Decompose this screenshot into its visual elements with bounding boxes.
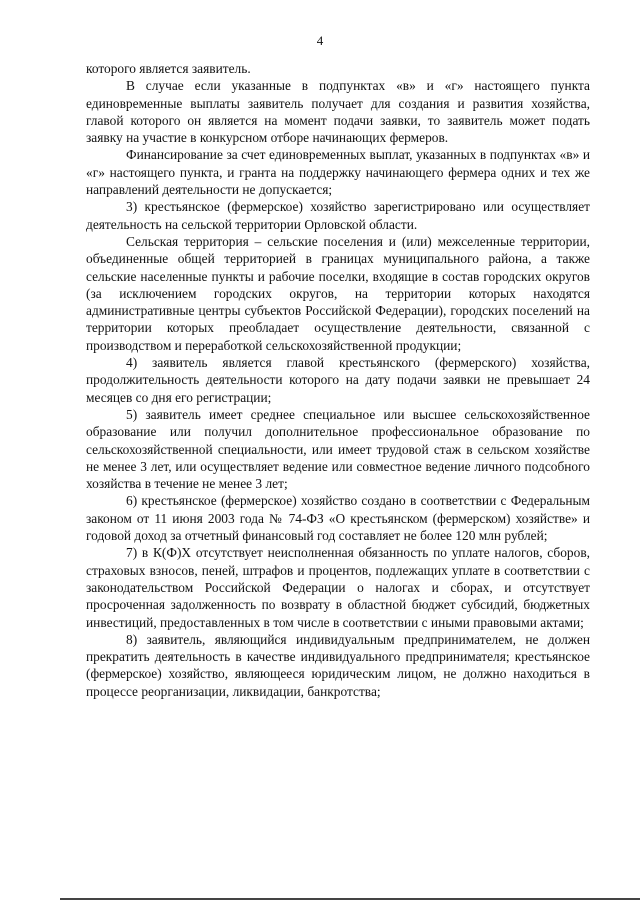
scan-bottom-edge xyxy=(60,898,640,900)
paragraph-item-4: 4) заявитель является главой крестьянского (фермерского) хозяйства, продолжительность деятельности которого на дату подачи заявки не превышает 24 месяцев со дня его регистрации; xyxy=(86,355,590,405)
paragraph-rural-territory: Сельская территория – сельские поселения и (или) межселенные территории, объединенные общей территорией в границах муниципального района, а также сельские населенные пункты и рабочие поселки, входящие в состав городских округов (за исключением городских округов, на территории которых находятся административные центры субъектов Российской Федерации), городских поселений на территории которых преобладает осуществление деятельности, связанной с производством и переработкой сельскохозяйственной продукции; xyxy=(86,233,590,353)
paragraph-financing: Финансирование за счет единовременных выплат, указанных в подпунктах «в» и «г» настоящего пункта, и гранта на поддержку начинающего фермера одних и тех же направлений деятельности не допускается; xyxy=(86,147,590,198)
paragraph-item-7: 7) в К(Ф)Х отсутствует неисполненная обязанность по уплате налогов, сборов, страховых взносов, пеней, штрафов и процентов, подлежащих уплате в соответствии с законодательством Российской Федерации о налогах и сборах, и отсутствует просроченная задолженность по возврату в областной бюджет субсидий, бюджетных инвестиций, предоставленных в том числе в соответствии с иными правовыми актами; xyxy=(86,545,590,630)
paragraph-item-6: 6) крестьянское (фермерское) хозяйство создано в соответствии с Федеральным законом от 11 июня 2003 года № 74-ФЗ «О крестьянском (фермерском) хозяйстве» и годовой доход за отчетный финансовый год составляет не более 120 млн рублей; xyxy=(86,493,590,544)
document-body xyxy=(86,60,590,700)
paragraph-item-8: 8) заявитель, являющийся индивидуальным предпринимателем, не должен прекратить деятельность в качестве индивидуального предпринимателя; крестьянское (фермерское) хозяйство, являющееся юридическим лицом, не должно находиться в процессе реорганизации, ликвидации, банкротства; xyxy=(86,631,590,699)
paragraph-one-time-payments: В случае если указанные в подпунктах «в» и «г» настоящего пункта единовременные выплаты заявитель получает для создания и развития хозяйства, главой которого он является на момент подачи заявки, то заявитель может подать заявку на участие в конкурсном отборе начинающих фермеров. xyxy=(86,78,590,146)
page-number: 4 xyxy=(316,33,324,48)
paragraph-item-5: 5) заявитель имеет среднее специальное или высшее сельскохозяйственное образование или получил дополнительное профессиональное образование по сельскохозяйственной специальности, или имеет трудовой стаж в сельском хозяйстве не менее 3 лет, или осуществляет ведение или совместное ведение личного подсобного хозяйства в течение не менее 3 лет; xyxy=(86,406,590,492)
paragraph-continuation: которого является заявитель. xyxy=(86,61,251,76)
paragraph-item-3: 3) крестьянское (фермерское) хозяйство зарегистрировано или осуществляет деятельность на сельской территории Орловской области. xyxy=(86,199,590,232)
